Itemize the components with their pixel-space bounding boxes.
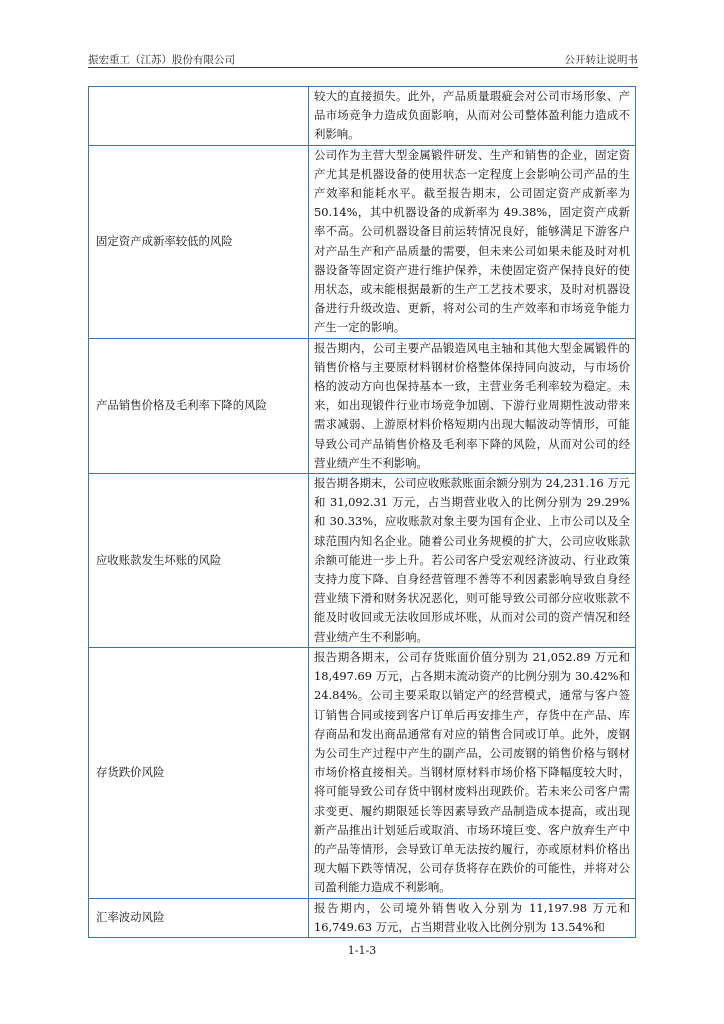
table-row	[89, 87, 636, 146]
risk-description-cell: 较大的直接损失。此外，产品质量瑕疵会对公司市场形象、产品市场竞争力造成负面影响，从而对公司整体盈利能力造成不利影响。	[309, 87, 636, 146]
page-number: 1-1-3	[347, 944, 377, 957]
risk-description-cell: 报告期各期末，公司存货账面价值分别为 21,052.89 万元和 18,497.69 万元，占各期末流动资产的比例分别为 30.42%和 24.84%。公司主要采取以销定产的经营模式，通常与客户签订销售合同或接到客户订单后再安排生产，存货中在产品、库存商品和发出商品通常有对应的销售合同或订单。此外，废钢为公司生产过程中产生的副产品，公司废钢的销售价格与钢材市场价格直接相关。当钢材原材料市场价格下降幅度较大时，将可能导致公司存货中钢材废料出现跌价。若未来公司客户需求变更、履约期限延长等因素导致产品制造成本提高，或出现新产品推出计划延后或取消、市场环境巨变、客户放弃生产中的产品等情形，会导致订单无法按约履行，亦或原材料价格出现大幅下跌等情况，公司存货将存在跌价的可能性，并将对公司盈利能力造成不利影响。	[309, 647, 636, 898]
risk-description-cell: 公司作为主营大型金属锻件研发、生产和销售的企业，固定资产尤其是机器设备的使用状态一定程度上会影响公司产品的生产效率和能耗水平。截至报告期末，公司固定资产成新率为 50.14%，其中机器设备的成新率为 49.38%，固定资产成新率不高。公司机器设备目前运转情况良好，能够满足下游客户对产品生产和产品质量的需要，但未来公司如果未能及时对机器设备等固定资产进行维护保养，未使固定资产保持良好的使用状态，或未能根据最新的生产工艺技术要求，及时对机器设备进行升级改造、更新，将对公司的生产效率和市场竞争能力产生一定的影响。	[309, 145, 636, 338]
risk-description-cell: 报告期内，公司境外销售收入分别为 11,197.98 万元和 16,749.63 万元，占当期营业收入比例分别为 13.54%和	[309, 898, 636, 937]
risk-name-cell: 应收账款发生坏账的风险	[89, 474, 309, 648]
header-document-type: 公开转让说明书	[564, 54, 638, 66]
risk-description-cell: 报告期内，公司主要产品锻造风电主轴和其他大型金属锻件的销售价格与主要原材料钢材价格整体保持同向波动，与市场价格的波动方向也保持基本一致，主营业务毛利率较为稳定。未来，如出现锻件行业市场竞争加剧、下游行业周期性波动带来需求减弱、上游原材料价格短期内出现大幅波动等情形，可能导致公司产品销售价格及毛利率下降的风险，从而对公司的经营业绩产生不利影响。	[309, 338, 636, 473]
table-row	[89, 474, 636, 648]
table-row	[89, 145, 636, 338]
header-divider	[88, 67, 638, 68]
risk-name-cell: 存货跌价风险	[89, 647, 309, 898]
risk-description-cell: 报告期各期末，公司应收账款账面余额分别为 24,231.16 万元和 31,092.31 万元，占当期营业收入的比例分别为 29.29% 和 30.33%，应收账款对象主要为国有企业、上市公司以及全球范围内知名企业。随着公司业务规模的扩大，公司应收账款余额可能进一步上升。若公司客户受宏观经济波动、行业政策支持力度下降、自身经营管理不善等不利因素影响导致自身经营业绩下滑和财务状况恶化，则可能导致公司部分应收账款不能及时收回或无法收回形成坏账，从而对公司的资产情况和经营业绩产生不利影响。	[309, 474, 636, 648]
risk-name-cell: 汇率波动风险	[89, 898, 309, 937]
page-header	[88, 52, 638, 68]
table-row	[89, 647, 636, 898]
risk-name-cell	[89, 87, 309, 146]
risk-name-cell: 产品销售价格及毛利率下降的风险	[89, 338, 309, 473]
table-row	[89, 338, 636, 473]
table-row	[89, 898, 636, 937]
risk-factor-table	[88, 86, 636, 938]
risk-name-cell: 固定资产成新率较低的风险	[89, 145, 309, 338]
header-company-name: 振宏重工（江苏）股份有限公司	[88, 54, 235, 66]
